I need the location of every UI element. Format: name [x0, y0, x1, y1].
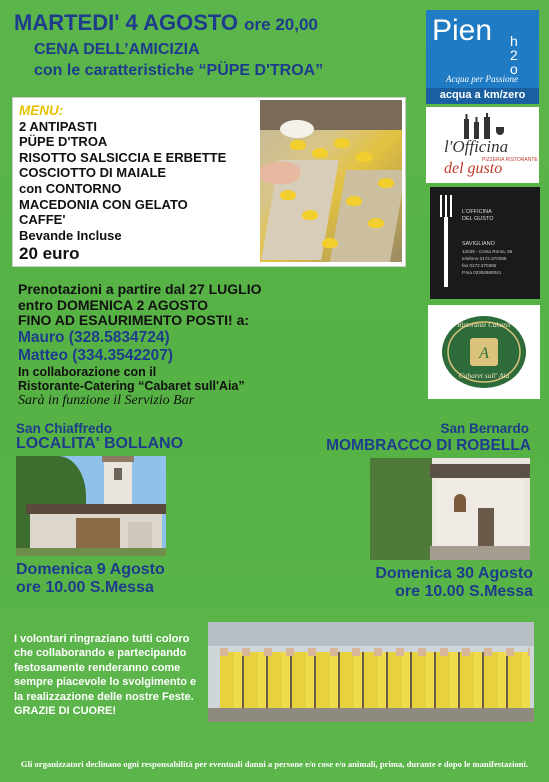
stuffed-zucchini-flowers-photo	[260, 100, 402, 262]
collaboration-restaurant: Ristorante-Catering “Cabaret sull'Aia”	[18, 378, 245, 393]
menu-item: COSCIOTTO DI MAIALE	[19, 165, 167, 181]
right-event-date: Domenica 30 Agosto	[375, 565, 533, 582]
officina-logo-name: l'Officina	[444, 137, 509, 156]
footer-disclaimer: Gli organizzatori declinano ogni responsabilità per eventuali danni a persone e/o cose e/o animali, prima, durante e dopo le manifestazioni.	[20, 759, 529, 769]
cabaret-logo-top: Ristorante Cabaret	[457, 321, 511, 329]
thanks-section	[14, 620, 538, 724]
officina-del-gusto-logo	[426, 107, 539, 183]
officina-logo-sub: PIZZERIA RISTORANTE	[482, 157, 538, 163]
card-city: SAVIGLIANO	[462, 241, 495, 247]
menu-item: con CONTORNO	[19, 180, 122, 196]
reservations-line: Prenotazioni a partire dal 27 LUGLIO	[18, 281, 262, 297]
thanks-line: sempre piacevole lo svolgimento e	[14, 676, 197, 689]
card-title: L'OFFICINA DEL GUSTO	[462, 209, 494, 222]
collaboration-line: In collaborazione con il	[18, 364, 157, 379]
menu-item: RISOTTO SALSICCIA E ERBETTE	[19, 149, 227, 165]
card-fax: fax 0172.370365	[462, 263, 497, 268]
reservations-block	[18, 282, 262, 408]
officina-business-card	[430, 187, 540, 299]
bottles-icon	[456, 113, 512, 139]
contact-mauro: Mauro (328.5834724)	[18, 328, 170, 346]
card-vat: P.Iva 02392860041	[462, 270, 502, 275]
card-telephone: telefono 0172.370365	[462, 256, 507, 261]
card-address: 12038 - Corso Roma, 55	[462, 249, 513, 254]
pien-logo-footer: acqua a km/zero	[439, 89, 526, 101]
event-time: ore 20,00	[244, 15, 318, 34]
cabaret-monogram: A	[479, 345, 489, 362]
menu-price: 20 euro	[19, 244, 80, 264]
menu-item: MACEDONIA CON GELATO	[19, 196, 188, 212]
contact-matteo: Matteo (334.3542207)	[18, 346, 174, 364]
reservations-line: entro DOMENICA 2 AGOSTO	[18, 296, 209, 313]
menu-item: PÜPE D'TROA	[19, 134, 108, 150]
right-event-place: MOMBRACCO DI ROBELLA	[326, 437, 531, 454]
thanks-line: la realizzazione delle nostre Feste.	[14, 690, 194, 703]
thanks-text	[14, 632, 210, 718]
officina-logo-gusto: del gusto	[444, 160, 503, 177]
reservations-line: FINO AD ESAURIMENTO POSTI! a:	[18, 312, 250, 328]
right-event-town: San Bernardo	[440, 421, 529, 436]
event-date-title	[14, 10, 318, 38]
pien-logo-h2o: h2o	[510, 33, 518, 77]
cutlery-icon	[436, 195, 460, 291]
event-name: CENA DELL’AMICIZIA	[34, 41, 200, 58]
menu-title: MENU:	[19, 103, 64, 118]
thanks-line: I volontari ringraziano tutti coloro	[14, 633, 190, 645]
thanks-line: che collaborando e partecipando	[14, 647, 187, 660]
left-event-place: LOCALITA' BOLLANO	[16, 435, 184, 452]
menu-item: Bevande Incluse	[19, 227, 122, 243]
pien-h2o-logo	[426, 10, 539, 104]
menu-box	[12, 97, 406, 267]
left-event-town: San Chiaffredo	[16, 421, 113, 436]
menu-item: CAFFE'	[19, 212, 66, 228]
cabaret-sull-aia-logo	[428, 305, 540, 399]
chapel-mombracco-photo	[370, 458, 530, 560]
menu-item: 2 ANTIPASTI	[19, 118, 98, 134]
chapel-bollano-photo	[16, 456, 166, 556]
thanks-line: festosamente renderanno come	[14, 661, 181, 674]
right-event-mass: ore 10.00 S.Messa	[395, 583, 533, 600]
event-subtitle: con le caratteristiche “PÜPE D'TROA”	[34, 62, 324, 79]
bar-service: Sarà in funzione il Servizio Bar	[18, 392, 195, 408]
thanks-closing: GRAZIE DI CUORE!	[14, 705, 117, 718]
volunteers-group-photo	[208, 622, 534, 722]
pien-logo-title: Pien	[432, 14, 493, 47]
menu-list	[19, 103, 226, 265]
date-title-text: MARTEDI' 4 AGOSTO	[14, 10, 239, 35]
cabaret-logo-bottom: Cabaret sull' Aia	[458, 371, 510, 380]
left-event-date: Domenica 9 Agosto	[16, 561, 165, 578]
pien-logo-tagline: Acqua per Passione	[446, 74, 518, 84]
left-event-mass: ore 10.00 S.Messa	[16, 579, 154, 596]
